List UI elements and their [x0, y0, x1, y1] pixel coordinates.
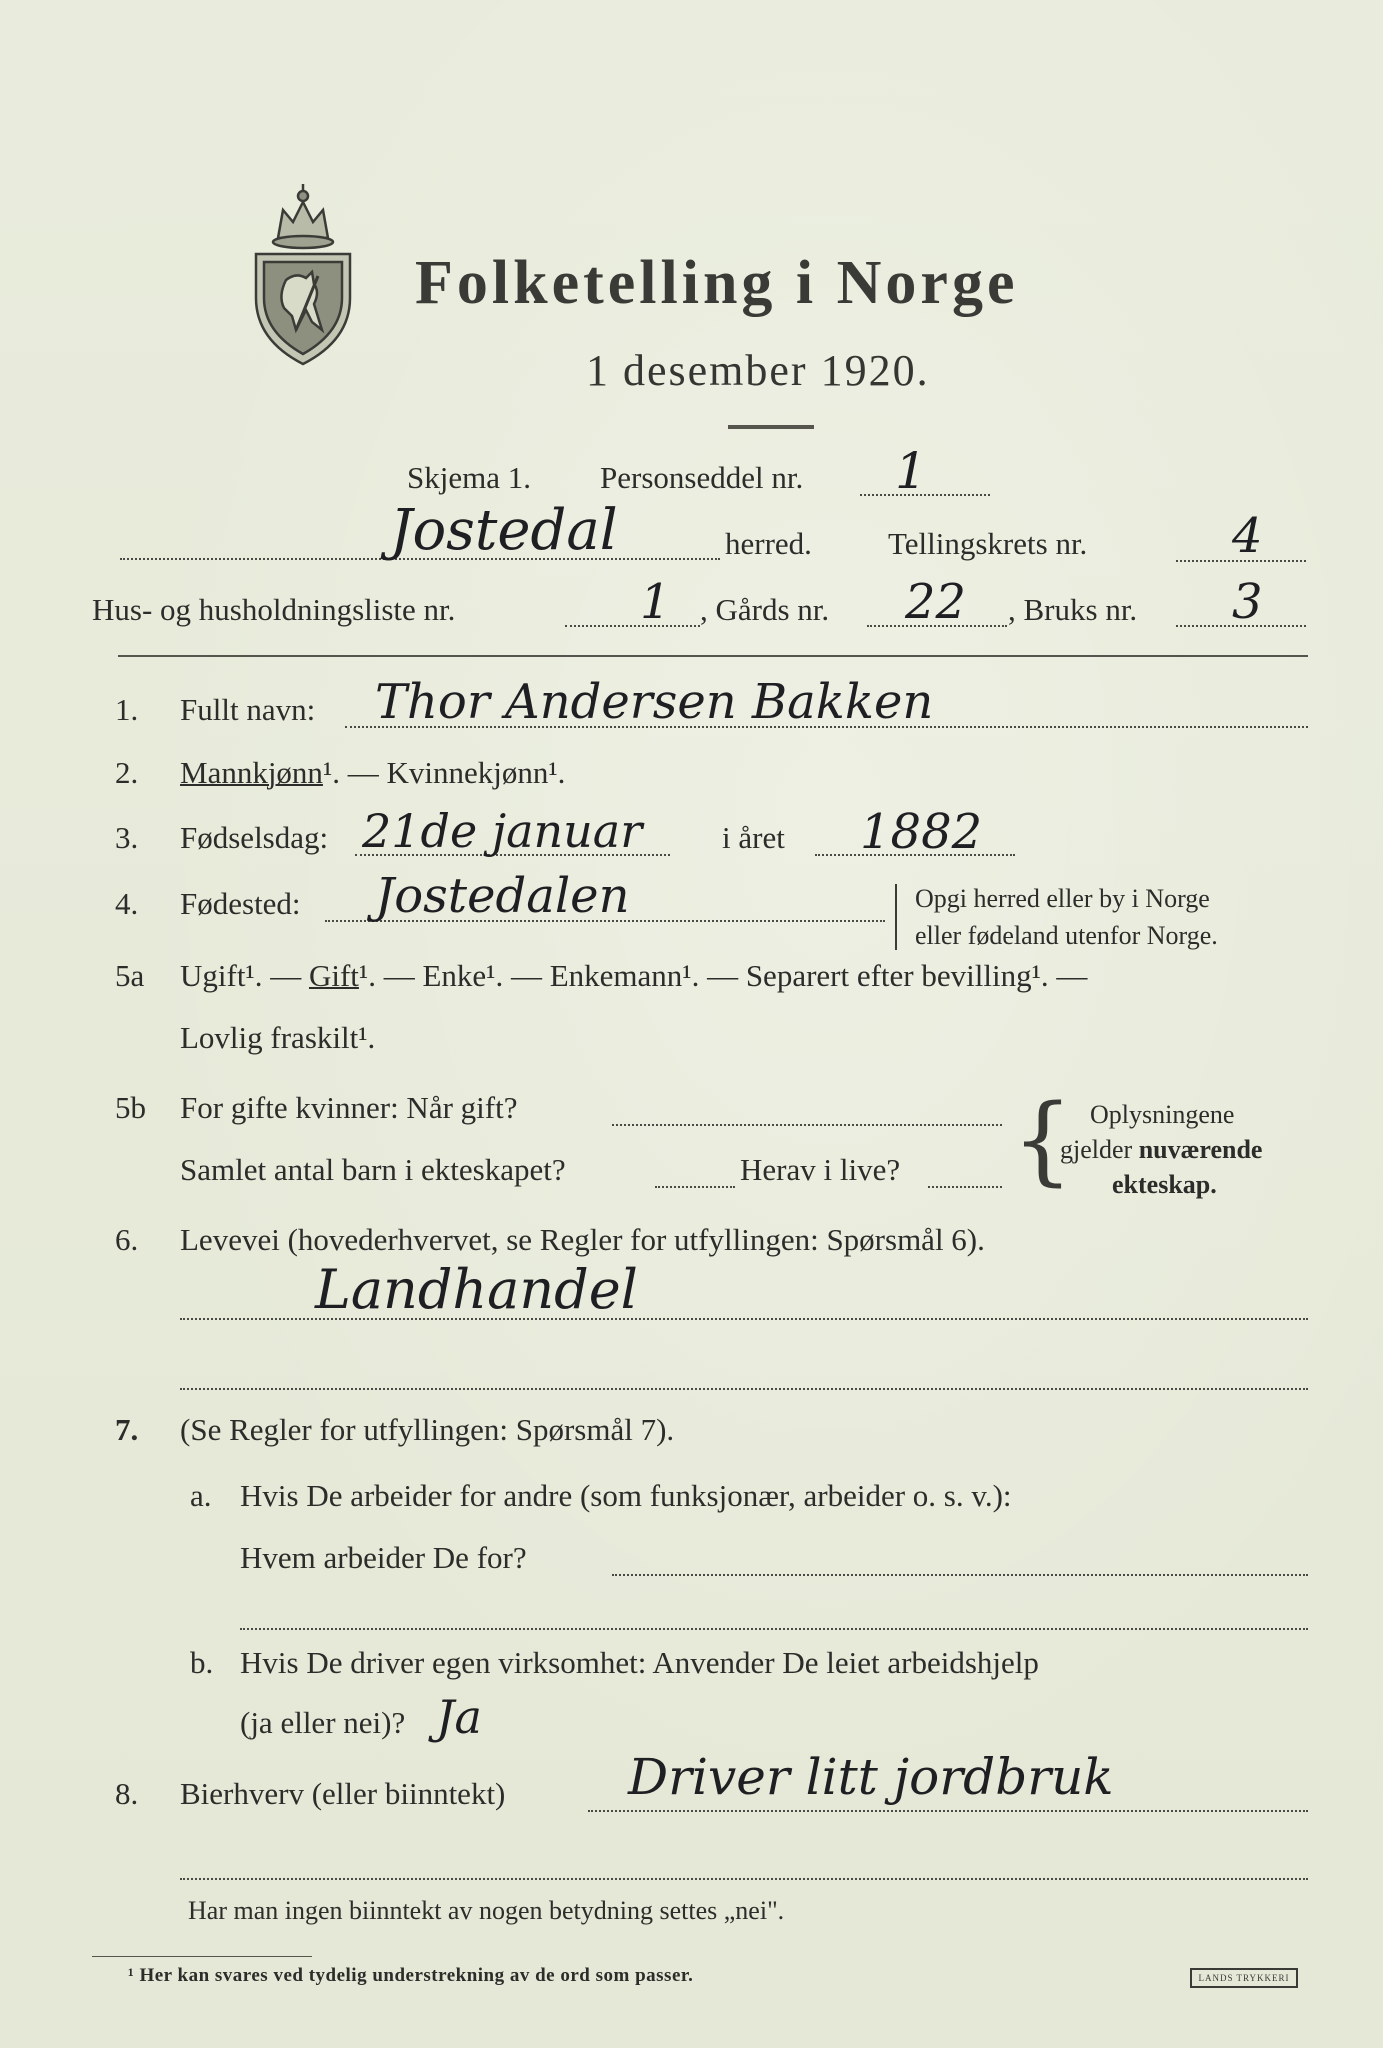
q5a-number: 5a	[115, 958, 145, 993]
norwegian-coat-of-arms-icon	[248, 180, 358, 370]
q6-number: 6.	[115, 1222, 139, 1257]
bruks-value: 3	[1232, 574, 1263, 630]
form-title: Folketelling i Norge	[415, 249, 1019, 317]
q5b-note-line2	[1060, 1135, 1262, 1165]
q5b-alive-label: Herav i live?	[740, 1152, 901, 1187]
q3-year-label: i året	[722, 820, 785, 855]
q2-number: 2.	[115, 755, 139, 790]
q3-number: 3.	[115, 820, 139, 855]
q4-number: 4.	[115, 886, 139, 921]
q5b-when-married-label: For gifte kvinner: Når gift?	[180, 1090, 518, 1125]
side-income-value: Driver litt jordbruk	[628, 1748, 1114, 1806]
q4-note-line2: eller fødeland utenfor Norge.	[915, 921, 1218, 950]
full-name-value: Thor Andersen Bakken	[375, 674, 934, 730]
gards-value: 22	[905, 574, 967, 630]
q5a-option-gift[interactable]: Gift	[308, 958, 359, 993]
q7b-label: Hvis De driver egen virksomhet: Anvender De leiet arbeidshjelp	[240, 1645, 1039, 1680]
form-date: 1 desember 1920.	[586, 346, 930, 395]
tellingskrets-value: 4	[1232, 508, 1263, 564]
hus-label: Hus- og husholdningsliste nr.	[92, 592, 456, 627]
q5b-when-married-field[interactable]	[612, 1124, 1002, 1126]
personseddel-label: Personseddel nr.	[600, 460, 804, 495]
q7a-label: Hvis De arbeider for andre (som funksjonær, arbeider o. s. v.):	[240, 1478, 1012, 1513]
herred-value: Jostedal	[390, 498, 618, 563]
q7a-employer-field-line2[interactable]	[240, 1628, 1308, 1630]
q7a-employer-label: Hvem arbeider De for?	[240, 1540, 527, 1575]
q2-option-female[interactable]: Kvinnekjønn¹.	[386, 755, 566, 790]
side-income-field[interactable]	[588, 1810, 1308, 1812]
skjema-label: Skjema 1.	[407, 460, 531, 495]
q7-number: 7.	[115, 1412, 139, 1447]
tellingskrets-label: Tellingskrets nr.	[888, 526, 1088, 561]
bruks-label: , Bruks nr.	[1008, 592, 1138, 627]
q5b-note-line1: Oplysningene	[1090, 1100, 1235, 1129]
birth-year-value: 1882	[860, 804, 983, 860]
q2-sex-options	[180, 755, 565, 791]
q5a-option-ugift[interactable]: Ugift¹. —	[180, 958, 309, 993]
q5b-note-line2b: nuværende	[1138, 1135, 1263, 1164]
q4-note-bracket	[895, 884, 901, 950]
q8-note: Har man ingen biinntekt av nogen betydning settes „nei".	[188, 1896, 785, 1925]
hus-value: 1	[640, 574, 671, 630]
footnote: ¹ Her kan svares ved tydelig understrekning av de ord som passer.	[128, 1965, 694, 1986]
q5b-children-label: Samlet antal barn i ekteskapet?	[180, 1152, 566, 1187]
printer-stamp: LANDS TRYKKERI	[1190, 1968, 1298, 1988]
q5b-note-line2a: gjelder	[1060, 1135, 1139, 1164]
birthday-value: 21de januar	[362, 804, 643, 858]
q7b-value: Ja	[436, 1690, 482, 1744]
occupation-value: Landhandel	[315, 1258, 638, 1321]
q5b-number: 5b	[115, 1090, 146, 1125]
q5a-option-fraskilt[interactable]: Lovlig fraskilt¹.	[180, 1020, 376, 1055]
title-divider	[728, 425, 814, 429]
q7-label: (Se Regler for utfyllingen: Spørsmål 7).	[180, 1412, 675, 1447]
q7b-yes-no-label: (ja eller nei)?	[240, 1705, 406, 1740]
q8-label: Bierhverv (eller biinntekt)	[180, 1776, 506, 1811]
side-income-field-line2[interactable]	[180, 1878, 1308, 1880]
q3-label: Fødselsdag:	[180, 820, 329, 855]
q4-note-line1: Opgi herred eller by i Norge	[915, 884, 1210, 913]
q5b-alive-field[interactable]	[928, 1186, 1002, 1188]
q2-separator: ¹. —	[322, 755, 387, 790]
q5a-other-options[interactable]: ¹. — Enke¹. — Enkemann¹. — Separert efter bevilling¹. —	[358, 958, 1088, 993]
header-separator	[118, 655, 1308, 657]
q2-option-male[interactable]: Mannkjønn	[180, 755, 323, 790]
q5b-children-field[interactable]	[655, 1186, 735, 1188]
q7b-letter: b.	[190, 1645, 214, 1680]
q7a-employer-field[interactable]	[612, 1574, 1308, 1576]
q1-label: Fullt navn:	[180, 692, 316, 727]
q5b-note-brace: {	[1012, 1084, 1074, 1196]
q8-number: 8.	[115, 1776, 139, 1811]
q5b-note-line3: ekteskap.	[1112, 1170, 1217, 1199]
hus-field[interactable]	[565, 625, 700, 627]
q6-label: Levevei (hovederhvervet, se Regler for utfyllingen: Spørsmål 6).	[180, 1222, 985, 1257]
gards-label: , Gårds nr.	[700, 592, 830, 627]
q4-label: Fødested:	[180, 886, 301, 921]
q5a-marital-options	[180, 958, 1087, 994]
birthplace-value: Jostedalen	[375, 868, 630, 924]
footnote-separator	[92, 1956, 312, 1957]
q7a-letter: a.	[190, 1478, 212, 1513]
personseddel-value: 1	[895, 442, 927, 500]
occupation-field-line2[interactable]	[180, 1388, 1308, 1390]
q1-number: 1.	[115, 692, 139, 727]
herred-label: herred.	[725, 526, 812, 561]
